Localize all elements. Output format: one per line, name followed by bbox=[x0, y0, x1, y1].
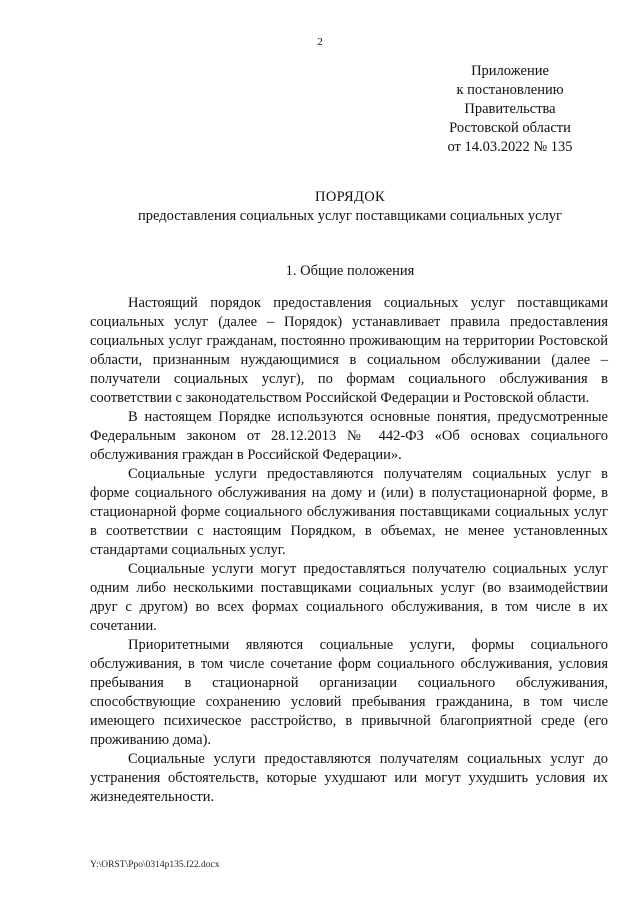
paragraph: Настоящий порядок предоставления социальных услуг поставщиками социальных услуг (далее – Порядок) устанавливает правила предоставления социальных услуг гражданам, постоянно проживающим на территории Ростовской области, признанным нуждающимися в социальном обслуживании (далее – получатели социальных услуг), по формам социального обслуживания в соответствии с законодательством Российской Федерации и Ростовской области. bbox=[90, 295, 608, 406]
body-text bbox=[90, 294, 608, 807]
appendix-line: к постановлению bbox=[456, 82, 564, 98]
paragraph: Социальные услуги предоставляются получателям социальных услуг до устранения обстоятельств, которые ухудшают или могут ухудшить условия их жизнедеятельности. bbox=[90, 751, 608, 805]
appendix-line: Правительства bbox=[464, 101, 556, 117]
appendix-line: Приложение bbox=[471, 63, 549, 79]
appendix-block bbox=[430, 62, 590, 157]
page-number: 2 bbox=[317, 36, 323, 48]
file-path-footer: Y:\ORST\Ppo\0314p135.f22.docx bbox=[90, 860, 220, 870]
paragraph: Социальные услуги предоставляются получателям социальных услуг в форме социального обслуживания на дому и (или) в полустационарной форме, в стационарной форме социального обслуживания поставщиками социальных услуг в соответствии с настоящим Порядком, в объемах, не менее установленных стандартами социальных услуг. bbox=[90, 466, 608, 558]
paragraph: В настоящем Порядке используются основные понятия, предусмотренные Федеральным законом от 28.12.2013 № 442-ФЗ «Об основах социального обслуживания граждан в Российской Федерации». bbox=[90, 409, 608, 463]
appendix-line: Ростовской области bbox=[449, 120, 571, 136]
document-title: ПОРЯДОК bbox=[315, 189, 385, 205]
appendix-line: от 14.03.2022 № 135 bbox=[447, 139, 573, 155]
paragraph: Социальные услуги могут предоставляться получателю социальных услуг одним либо несколькими поставщиками социальных услуг (во взаимодействии друг с другом) во всех формах социального обслуживания, в том числе в их сочетании. bbox=[90, 561, 608, 634]
section-heading: 1. Общие положения bbox=[285, 263, 415, 279]
document-subtitle: предоставления социальных услуг поставщиками социальных услуг bbox=[138, 208, 562, 224]
paragraph: Приоритетными являются социальные услуги, формы социального обслуживания, в том числе сочетание форм социального обслуживания, условия пребывания в стационарной организации социального обслуживания, способствующие сохранению условий пребывания гражданина, в том числе имеющего психическое расстройство, в привычной благоприятной среде (его проживанию дома). bbox=[90, 637, 608, 748]
